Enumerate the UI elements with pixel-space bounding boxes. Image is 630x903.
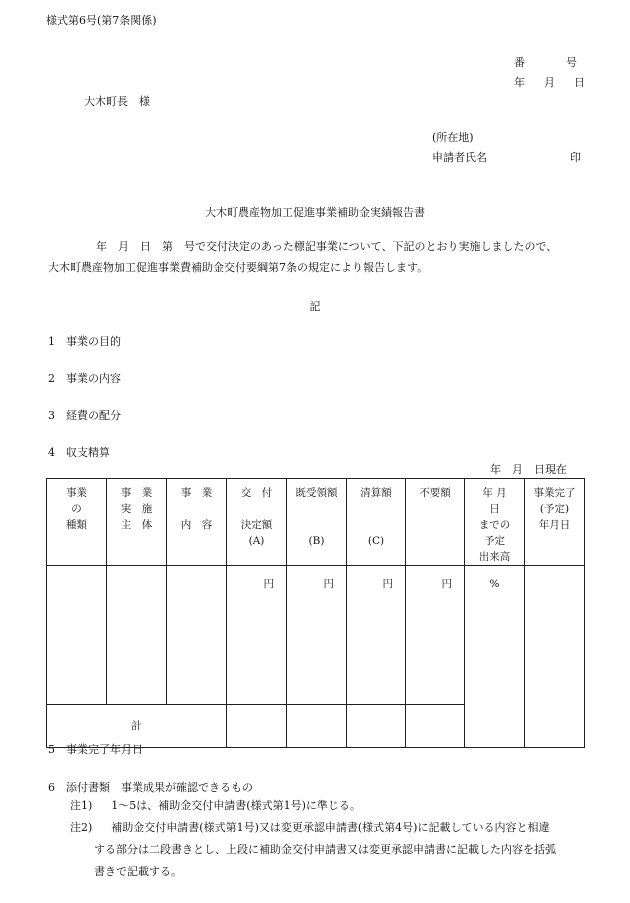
- header-seisangaku: [347, 479, 406, 566]
- note-2: [70, 817, 549, 839]
- note-1-label: 注1): [70, 799, 93, 812]
- header-jigyo-shurui: [47, 479, 107, 566]
- table-date: 年 月 日現在: [490, 463, 567, 476]
- form-label: 様式第6号(第7条関係): [46, 14, 157, 27]
- cell-naiyo[interactable]: [167, 566, 227, 705]
- intro-line-1: 年 月 日 第 号で交付決定のあった標記事業について、下記のとおり実施しましたので、: [96, 240, 558, 253]
- header-text: 年 月 日 までの 予定 出来高: [478, 487, 511, 563]
- applicant-name-label: 申請者氏名: [432, 151, 487, 164]
- note-1-text: 1～5は、補助金交付申請書(様式第1号)に準じる。: [111, 799, 361, 812]
- number-line: [514, 56, 577, 69]
- applicant-address-label: (所在地): [432, 131, 474, 144]
- note-2-line-2: する部分は二段書きとし、上段に補助金交付申請書又は変更承認申請書に記載した内容を括弧: [94, 843, 556, 856]
- cell-kanryo[interactable]: [525, 566, 585, 748]
- total-seisan[interactable]: [347, 705, 406, 748]
- cell-shurui[interactable]: [47, 566, 107, 705]
- item-4: 4 収支精算: [48, 446, 110, 459]
- title-text: 大木町農産物加工促進事業補助金実績報告書: [205, 206, 425, 219]
- yen-unit: 円: [323, 578, 334, 590]
- page-title: [0, 206, 630, 219]
- yen-unit: 円: [382, 578, 393, 590]
- cell-kettei[interactable]: [227, 566, 287, 705]
- header-dekidaka: [465, 479, 525, 566]
- item-3: 3 経費の配分: [48, 409, 121, 422]
- date-year: 年: [514, 76, 525, 89]
- header-text: 事業 の 種類: [66, 487, 87, 531]
- total-kijuryo[interactable]: [287, 705, 347, 748]
- settlement-table: [46, 478, 585, 748]
- date-day: 日: [574, 76, 585, 89]
- header-kijuryogaku: [287, 479, 347, 566]
- item-6: 6 添付書類 事業成果が確認できるもの: [48, 781, 253, 794]
- header-text: 事 業 内 容: [180, 487, 213, 531]
- header-kofu-ketteigaku: [227, 479, 287, 566]
- total-label-cell: [47, 705, 227, 748]
- header-text: 不要額: [419, 487, 451, 499]
- total-kettei[interactable]: [227, 705, 287, 748]
- cell-fuyo[interactable]: [406, 566, 465, 705]
- header-text: 既受領額 (B): [295, 487, 338, 547]
- cell-dekidaka[interactable]: [465, 566, 525, 748]
- note-1: [70, 795, 361, 817]
- date-line: [514, 76, 585, 89]
- addressee: 大木町長 様: [84, 95, 150, 108]
- header-fuyogaku: [406, 479, 465, 566]
- yen-unit: 円: [263, 578, 274, 590]
- table-row: [47, 566, 585, 705]
- ki-heading: [0, 300, 630, 313]
- ki-text: 記: [309, 300, 321, 313]
- header-naiyo: [167, 479, 227, 566]
- header-text: 事 業 実 施 主 体: [120, 487, 153, 531]
- seal-mark: 印: [570, 151, 581, 164]
- number-suffix: 号: [566, 56, 577, 69]
- header-kanryo-date: [525, 479, 585, 566]
- intro-line-2: 大木町農産物加工促進事業費補助金交付要綱第7条の規定により報告します。: [48, 261, 429, 274]
- item-2: 2 事業の内容: [48, 372, 121, 385]
- header-text: 事業完了 (予定) 年月日: [533, 487, 576, 531]
- yen-unit: 円: [441, 578, 452, 590]
- note-2-label: 注2): [70, 821, 93, 834]
- cell-seisan[interactable]: [347, 566, 406, 705]
- header-jisshi-shutai: [107, 479, 167, 566]
- total-fuyo[interactable]: [406, 705, 465, 748]
- note-2-line-3: 書きで記載する。: [94, 865, 182, 878]
- intro-paragraph: [48, 236, 588, 278]
- header-row: [47, 479, 585, 566]
- note-2-line-1: 補助金交付申請書(様式第1号)又は変更承認申請書(様式第4号)に記載している内容と相違: [111, 821, 550, 834]
- header-text: 交 付 決定額 (A): [240, 487, 273, 547]
- item-1: 1 事業の目的: [48, 335, 121, 348]
- percent-unit: %: [489, 578, 500, 590]
- number-label: 番: [514, 56, 525, 69]
- total-label: 計: [131, 719, 142, 732]
- header-text: 清算額 (C): [360, 487, 392, 547]
- date-month: 月: [544, 76, 555, 89]
- item-5: 5 事業完了年月日: [48, 743, 143, 756]
- cell-shutai[interactable]: [107, 566, 167, 705]
- cell-kijuryo[interactable]: [287, 566, 347, 705]
